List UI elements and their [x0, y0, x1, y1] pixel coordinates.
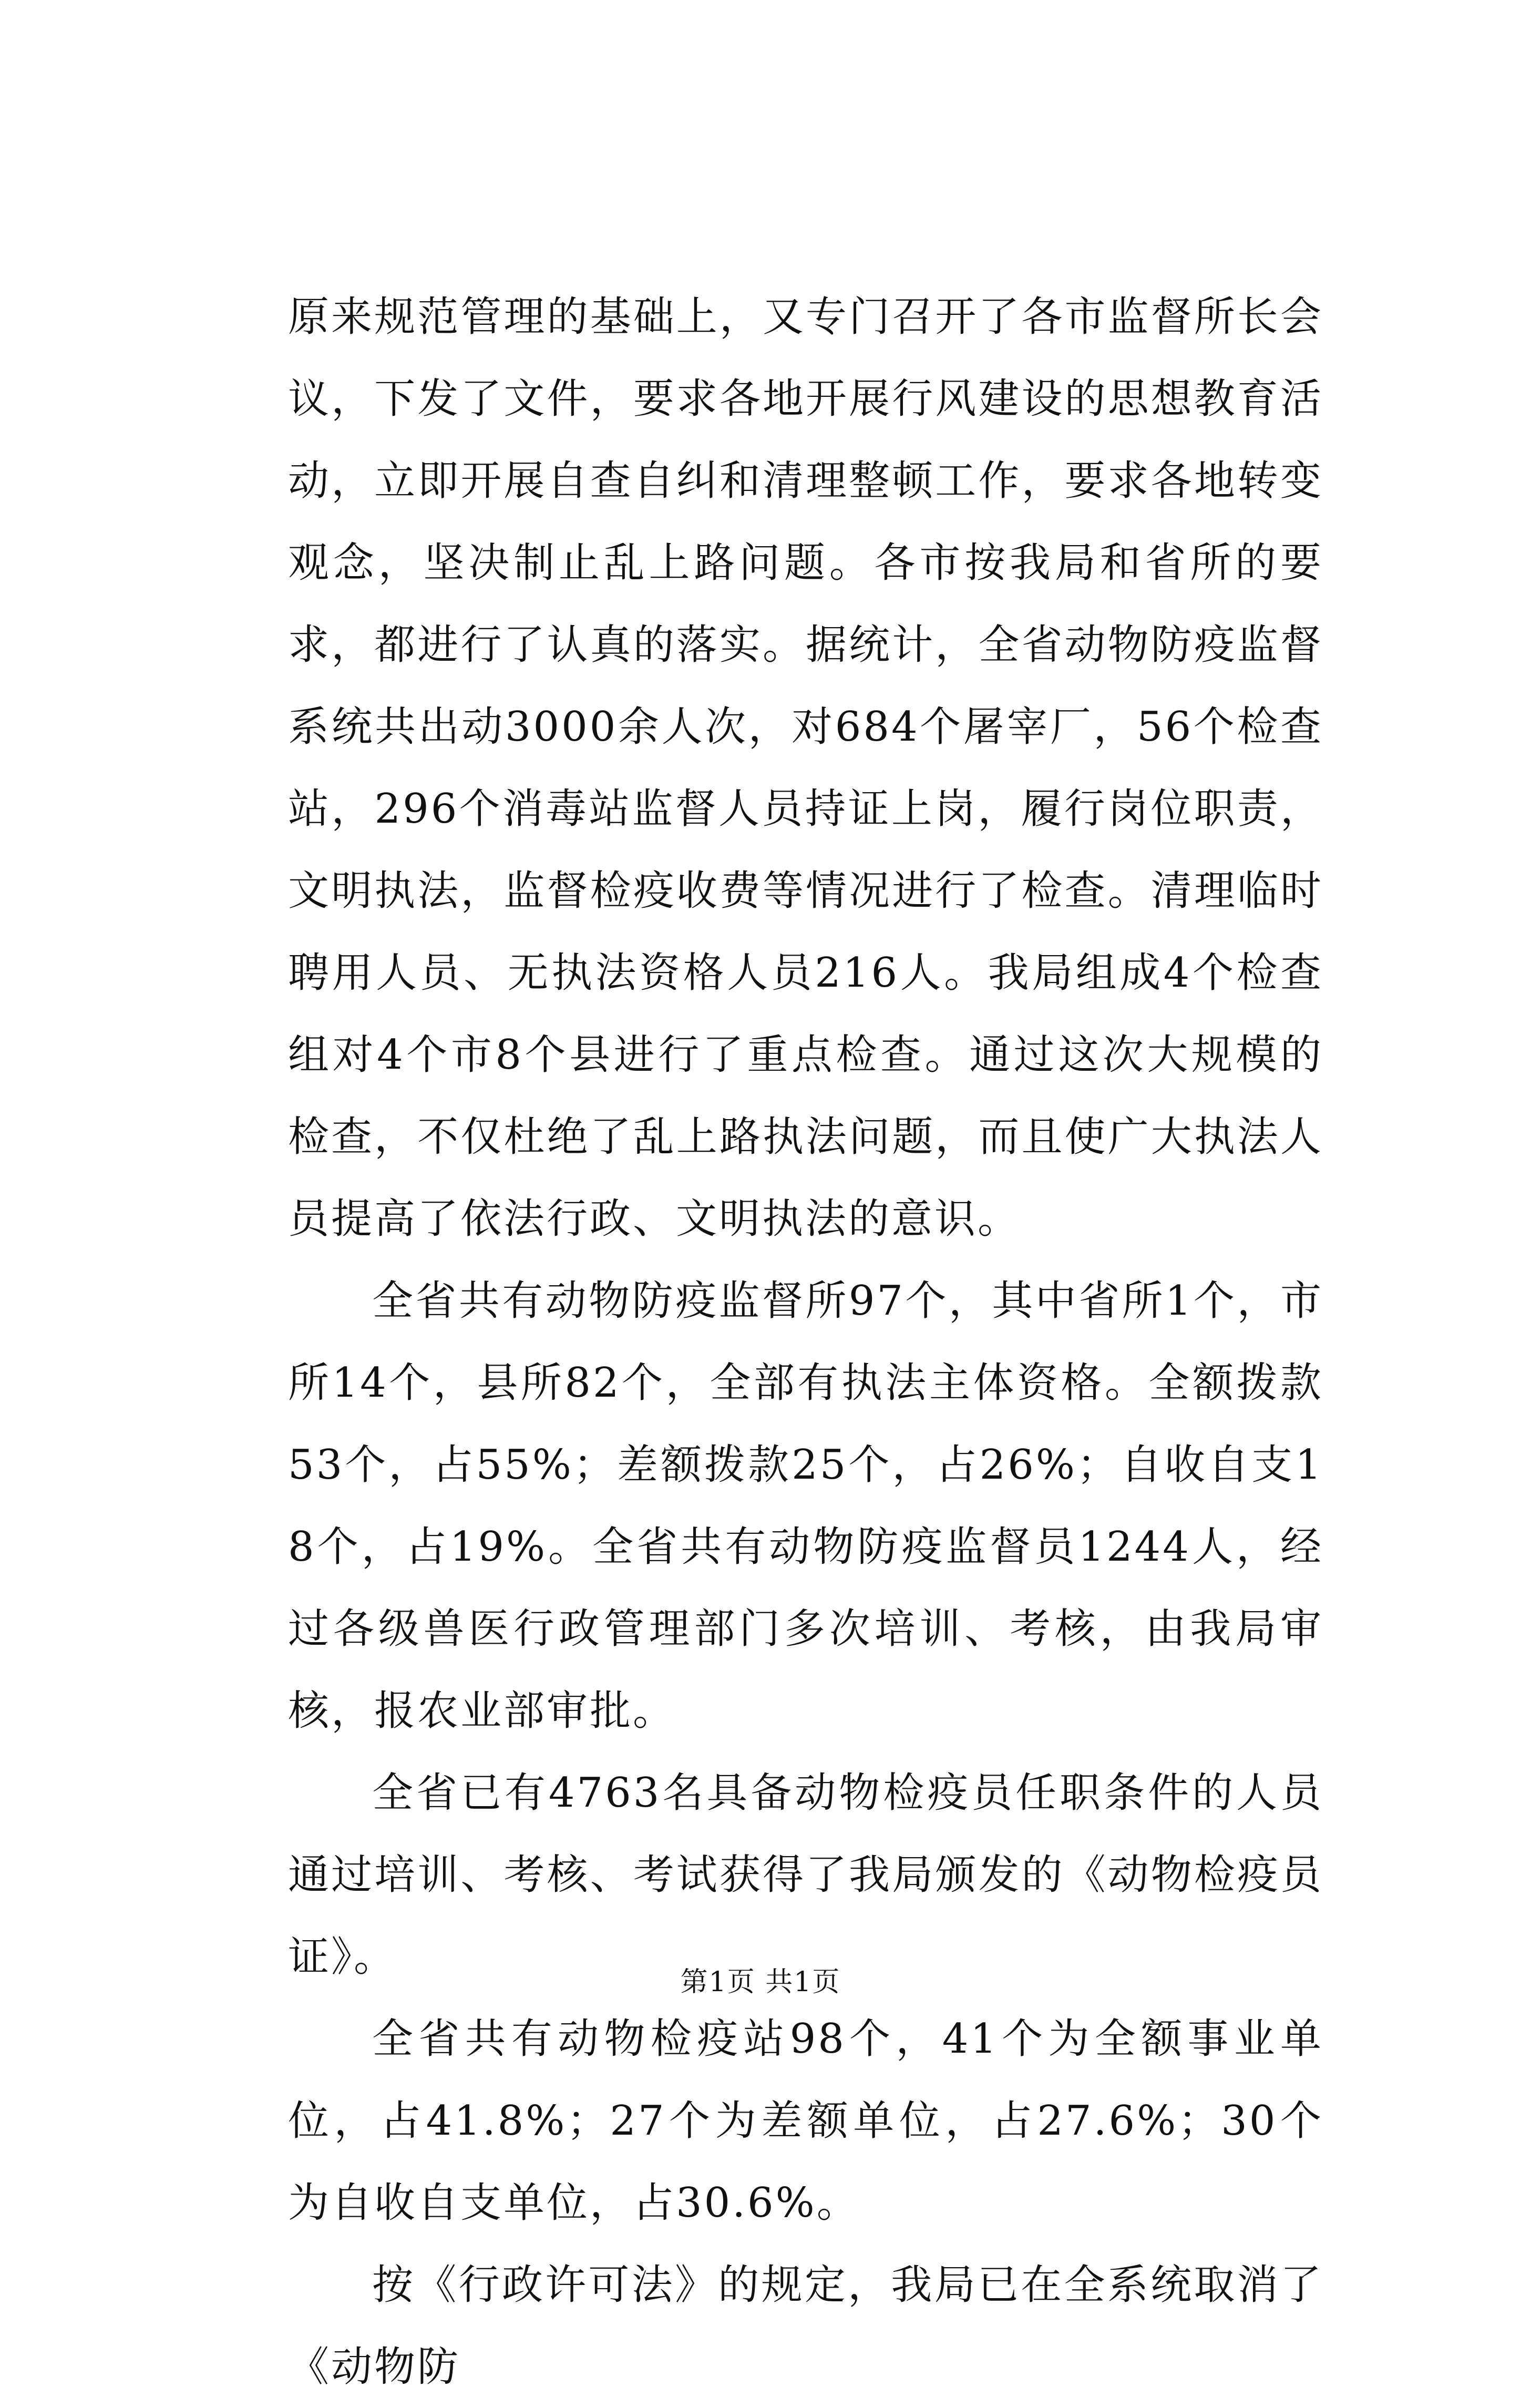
paragraph-3: 全省已有4763名具备动物检疫员任职条件的人员通过培训、考核、考试获得了我局颁发的《动物检疫员证》。	[288, 1769, 1323, 1981]
document-body	[288, 276, 1323, 2408]
page-footer	[0, 1964, 1521, 2001]
paragraph-2: 全省共有动物防疫监督所97个，其中省所1个，市所14个，县所82个，全部有执法主体资格。全额拨款53个，占55%；差额拨款25个，占26%；自收自支18个，占19%。全省共有动物防疫监督员1244人，经过各级兽医行政管理部门多次培训、考核，由我局审核，报农业部审批。	[288, 1277, 1323, 1735]
page-number-label: 第1页 共1页	[680, 1966, 841, 1998]
paragraph-1: 原来规范管理的基础上，又专门召开了各市监督所长会议，下发了文件，要求各地开展行风建设的思想教育活动，立即开展自查自纠和清理整顿工作，要求各地转变观念，坚决制止乱上路问题。各市按我局和省所的要求，都进行了认真的落实。据统计，全省动物防疫监督系统共出动3000余人次，对684个屠宰厂，56个检查站，296个消毒站监督人员持证上岗，履行岗位职责，文明执法，监督检疫收费等情况进行了检查。清理临时聘用人员、无执法资格人员216人。我局组成4个检查组对4个市8个县进行了重点检查。通过这次大规模的检查，不仅杜绝了乱上路执法问题，而且使广大执法人员提高了依法行政、文明执法的意识。	[288, 293, 1323, 1243]
paragraph-5: 按《行政许可法》的规定，我局已在全系统取消了《动物防	[288, 2261, 1323, 2391]
paragraph-4: 全省共有动物检疫站98个，41个为全额事业单位，占41.8%；27个为差额单位，占27.6%；30个为自收自支单位，占30.6%。	[288, 2015, 1323, 2227]
